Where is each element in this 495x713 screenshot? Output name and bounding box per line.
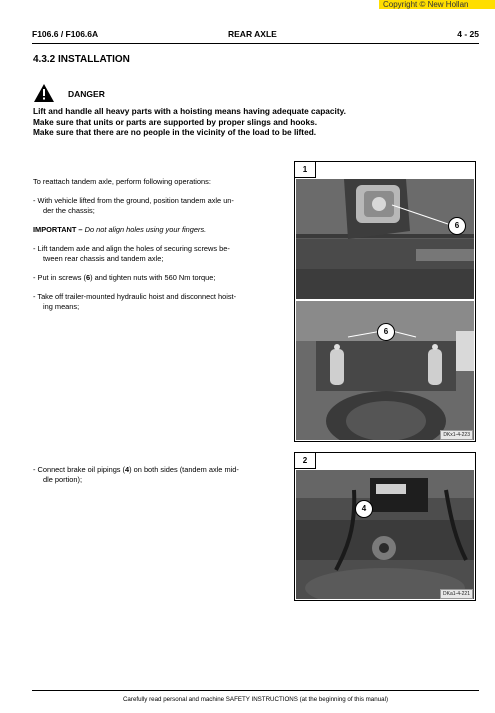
- danger-line: Make sure that there are no people in the vicinity of the load to be lifted.: [33, 127, 317, 137]
- step-line: dle portion);: [43, 475, 83, 484]
- photo-code: DKx1-4-223: [440, 430, 473, 440]
- step-line: - With vehicle lifted from the ground, position tandem axle un-: [33, 196, 234, 205]
- figure-number: 2: [295, 453, 316, 469]
- important-note: [33, 225, 289, 235]
- callout-6-top: 6: [448, 217, 466, 235]
- axle-mount-photo-top: [296, 179, 474, 299]
- step-line: - Lift tandem axle and align the holes of securing screws be-: [33, 244, 230, 253]
- piping-ref: 4: [125, 465, 130, 474]
- procedure-text-2: [33, 465, 289, 485]
- brake-piping-photo: [296, 470, 474, 599]
- procedure-text: [33, 177, 289, 312]
- danger-line: Make sure that units or parts are supported by proper slings and hooks.: [33, 116, 317, 127]
- step-line: - Take off trailer-mounted hydraulic hoist and disconnect hoist-: [33, 292, 237, 301]
- page-header: [32, 29, 479, 41]
- danger-label: DANGER: [68, 89, 105, 99]
- axle-mount-photo-bottom: [296, 301, 474, 440]
- figure-number: 1: [295, 162, 316, 178]
- step-line: - Put in screws (6) and tighten nuts with 560 Nm torque;: [33, 273, 216, 282]
- intro-text: To reattach tandem axle, perform following operations:: [33, 177, 211, 186]
- page-number: 4 - 25: [457, 29, 479, 39]
- copyright-banner: Copyright © New Hollan: [379, 0, 495, 9]
- model-label: F106.6 / F106.6A: [32, 29, 99, 39]
- figure-2: [294, 452, 476, 601]
- warning-triangle-icon: [34, 84, 54, 102]
- callout-4: 4: [355, 500, 373, 518]
- step-line: tween rear chassis and tandem axle;: [43, 254, 164, 263]
- photo-code: DKa1-4-221: [440, 589, 473, 599]
- important-text: Do not align holes using your fingers.: [84, 225, 207, 234]
- step-line: der the chassis;: [43, 206, 95, 215]
- page-footer: Carefully read personal and machine SAFETY INSTRUCTIONS (at the beginning of this manual): [122, 696, 389, 703]
- step-line: ing means;: [43, 302, 80, 311]
- section-title: 4.3.2 INSTALLATION: [33, 54, 130, 65]
- figure-1: [294, 161, 476, 442]
- danger-warning-text: [33, 106, 453, 138]
- screw-ref: 6: [85, 273, 91, 282]
- footer-divider: [32, 690, 479, 691]
- important-label: IMPORTANT –: [33, 225, 83, 234]
- step-line: - Connect brake oil pipings (4) on both sides (tandem axle mid-: [33, 465, 239, 474]
- header-divider: [32, 43, 479, 44]
- danger-line: Lift and handle all heavy parts with a hoisting means having adequate capacity.: [33, 106, 346, 116]
- section-label: REAR AXLE: [228, 29, 277, 39]
- callout-6-bottom: 6: [377, 323, 395, 341]
